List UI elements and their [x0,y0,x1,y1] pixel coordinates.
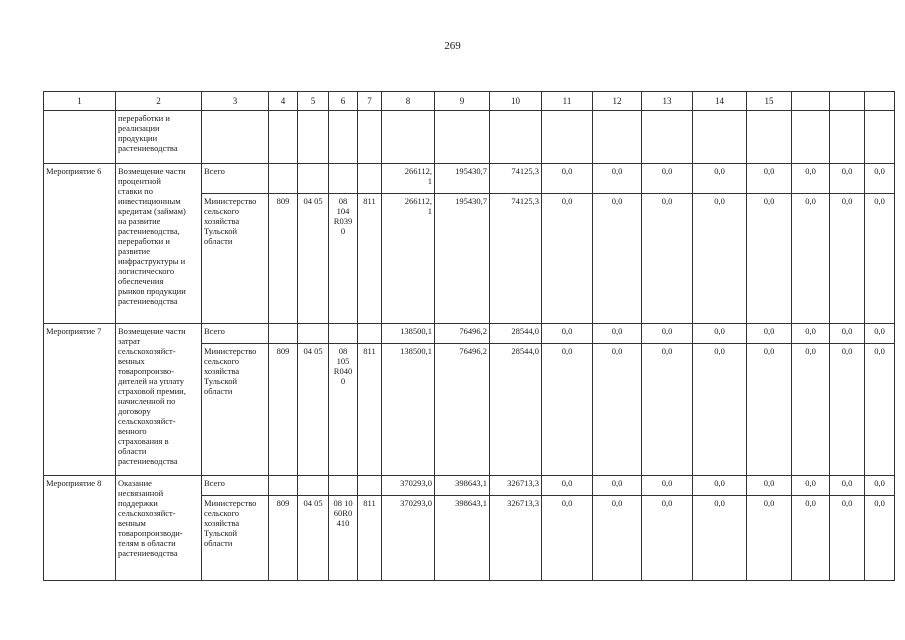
value-cell: 326713,3 [490,476,542,496]
value-cell: 0,0 [747,164,792,194]
value-cell: 0,0 [693,344,747,476]
measure-total-row [44,164,895,194]
header-cell: 3 [202,92,269,111]
value-cell: 0,0 [542,496,593,581]
rzpr-code: 04 05 [298,344,329,476]
total-label: Всего [202,476,269,496]
empty-cell [329,476,358,496]
value-cell: 266112, 1 [382,164,435,194]
csr-code: 08 10 60R0 410 [329,496,358,581]
value-cell: 266112, 1 [382,194,435,324]
header-cell: 14 [693,92,747,111]
page-number: 269 [444,40,461,52]
header-cell: 1 [44,92,116,111]
value-cell: 0,0 [542,164,593,194]
grbs-code: 809 [269,496,298,581]
continuation-text: переработки и реализации продукции растениеводства [116,111,202,164]
value-cell: 370293,0 [382,496,435,581]
empty-cell [298,164,329,194]
measure-total-row [44,324,895,344]
ministry-label: Министерство сельского хозяйства Тульской области [202,496,269,581]
vr-code: 811 [358,194,382,324]
value-cell: 0,0 [642,324,693,344]
value-cell: 0,0 [865,476,895,496]
empty-cell [329,164,358,194]
value-cell: 0,0 [747,194,792,324]
csr-code: 08 105 R040 0 [329,344,358,476]
ministry-label: Министерство сельского хозяйства Тульской области [202,344,269,476]
header-cell: 10 [490,92,542,111]
value-cell: 0,0 [792,194,830,324]
measure-name: Мероприятие 6 [44,164,116,324]
value-cell: 0,0 [792,476,830,496]
value-cell: 0,0 [830,476,865,496]
grbs-code: 809 [269,194,298,324]
value-cell: 0,0 [792,344,830,476]
value-cell: 0,0 [747,496,792,581]
header-cell [865,92,895,111]
ministry-label: Министерство сельского хозяйства Тульской области [202,194,269,324]
value-cell: 0,0 [593,194,642,324]
value-cell: 28544,0 [490,324,542,344]
value-cell: 0,0 [642,194,693,324]
header-cell [792,92,830,111]
value-cell: 0,0 [693,324,747,344]
value-cell: 0,0 [830,194,865,324]
value-cell: 195430,7 [435,194,490,324]
header-cell: 4 [269,92,298,111]
value-cell: 398643,1 [435,496,490,581]
measure-name: Мероприятие 7 [44,324,116,476]
header-cell: 13 [642,92,693,111]
empty-cell [269,324,298,344]
value-cell: 0,0 [542,324,593,344]
header-cell: 11 [542,92,593,111]
rzpr-code: 04 05 [298,194,329,324]
value-cell: 0,0 [593,344,642,476]
value-cell: 0,0 [593,164,642,194]
value-cell: 195430,7 [435,164,490,194]
continuation-row [44,111,895,164]
measure-description: Возмещение части затрат сельскохозяйст- венных товаропроизво- дителей на уплату страховой премии, начисленной по договору сельскохозяйст- венного страхования в области растениеводства [116,324,202,476]
value-cell: 0,0 [830,344,865,476]
header-cell [830,92,865,111]
empty-cell [358,164,382,194]
header-cell: 12 [593,92,642,111]
value-cell: 0,0 [542,476,593,496]
measure-description: Оказание несвязанной поддержки сельскохозяйст- венным товаропроизводи- телям в области растениеводства [116,476,202,581]
value-cell: 0,0 [693,496,747,581]
value-cell: 0,0 [642,164,693,194]
value-cell: 0,0 [865,496,895,581]
measure-total-row [44,476,895,496]
value-cell: 0,0 [693,194,747,324]
empty-cell [358,324,382,344]
value-cell: 0,0 [642,476,693,496]
header-cell: 7 [358,92,382,111]
value-cell: 0,0 [830,164,865,194]
value-cell: 0,0 [865,164,895,194]
value-cell: 0,0 [542,344,593,476]
budget-table [43,91,895,581]
value-cell: 0,0 [792,324,830,344]
empty-cell [269,476,298,496]
header-cell: 2 [116,92,202,111]
empty-cell [298,476,329,496]
value-cell: 0,0 [830,324,865,344]
vr-code: 811 [358,344,382,476]
value-cell: 0,0 [747,324,792,344]
header-cell: 8 [382,92,435,111]
value-cell: 370293,0 [382,476,435,496]
value-cell: 74125,3 [490,164,542,194]
vr-code: 811 [358,496,382,581]
value-cell: 76496,2 [435,344,490,476]
value-cell: 138500,1 [382,324,435,344]
measure-name: Мероприятие 8 [44,476,116,581]
value-cell: 0,0 [830,496,865,581]
value-cell: 0,0 [865,194,895,324]
value-cell: 0,0 [593,324,642,344]
value-cell: 0,0 [693,476,747,496]
empty-cell [269,164,298,194]
value-cell: 138500,1 [382,344,435,476]
total-label: Всего [202,164,269,194]
header-cell: 5 [298,92,329,111]
value-cell: 0,0 [593,476,642,496]
value-cell: 76496,2 [435,324,490,344]
value-cell: 0,0 [792,496,830,581]
header-cell: 9 [435,92,490,111]
value-cell: 0,0 [542,194,593,324]
value-cell: 28544,0 [490,344,542,476]
value-cell: 0,0 [593,496,642,581]
header-row [44,92,895,111]
value-cell: 0,0 [747,476,792,496]
value-cell: 74125,3 [490,194,542,324]
empty-cell [358,476,382,496]
rzpr-code: 04 05 [298,496,329,581]
value-cell: 0,0 [865,324,895,344]
value-cell: 0,0 [642,496,693,581]
value-cell: 0,0 [642,344,693,476]
header-cell: 15 [747,92,792,111]
value-cell: 326713,3 [490,496,542,581]
empty-cell [298,324,329,344]
value-cell: 398643,1 [435,476,490,496]
value-cell: 0,0 [865,344,895,476]
measure-description: Возмещение части процентной ставки по инвестиционным кредитам (займам) на развитие растениеводства, переработки и развитие инфраструктуры и логистического обеспечения рынков продукции растениеводства [116,164,202,324]
csr-code: 08 104 R039 0 [329,194,358,324]
value-cell: 0,0 [693,164,747,194]
value-cell: 0,0 [792,164,830,194]
grbs-code: 809 [269,344,298,476]
header-cell: 6 [329,92,358,111]
value-cell: 0,0 [747,344,792,476]
total-label: Всего [202,324,269,344]
empty-cell [329,324,358,344]
